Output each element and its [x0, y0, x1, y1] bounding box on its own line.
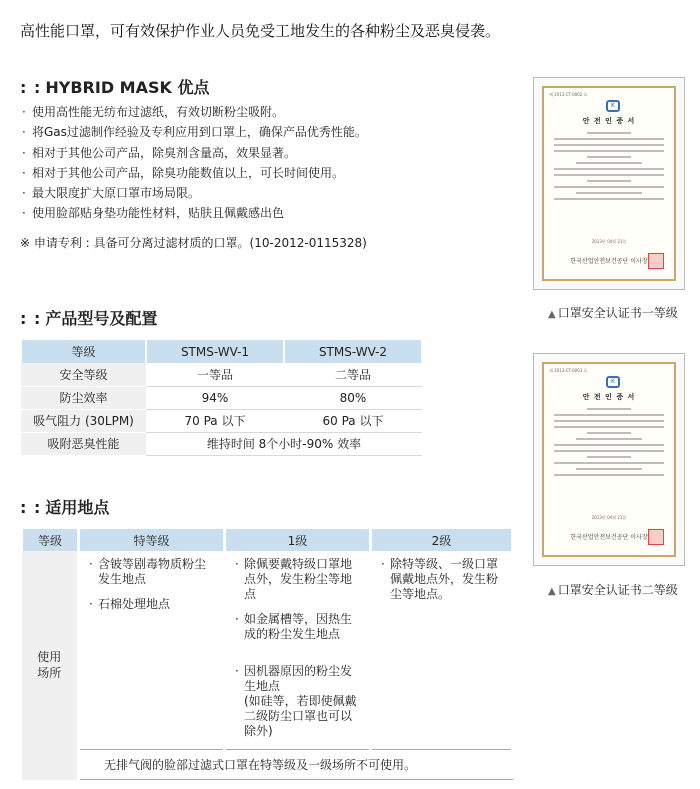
place-item: · 含铍等剧毒物质粉尘发生地点: [88, 557, 217, 587]
section-title-text: 适用地点: [45, 498, 110, 517]
certificate-org: 한국산업안전보건공단 이사장: [570, 258, 648, 265]
certificate-title: 안 전 인 증 서: [582, 393, 636, 401]
seal-stamp-icon: [648, 529, 664, 545]
feature-item: · 最大限度扩大原口罩市场局限。: [20, 183, 367, 203]
triangle-up-icon: ▲: [548, 309, 556, 320]
place-header: 特等级: [79, 529, 225, 551]
feature-item: · 相对于其他公司产品，除臭剂含量高，效果显著。: [20, 143, 367, 163]
certificate-text-lines: [554, 408, 664, 480]
spec-header: STMS-WV-2: [284, 340, 422, 363]
certificate-number: 제 2013-CT-0003 호: [549, 368, 588, 373]
place-item: · 石棉处理地点: [88, 597, 217, 612]
spec-cell-merged: 维持时间 8个小时-90% 效率: [146, 432, 422, 455]
feature-list: [20, 102, 367, 224]
spec-cell: 70 Pa 以下: [146, 409, 284, 432]
spec-row: [21, 363, 422, 386]
place-item: · 除佩要戴特级口罩地点外，发生粉尘等地点: [234, 557, 363, 602]
place-header: 2级: [371, 529, 513, 551]
certificate-text-lines: [554, 132, 664, 204]
certificate-paper: [542, 86, 676, 281]
feature-item: · 使用脸部贴身垫功能性材料，贴肤且佩戴感出色: [20, 203, 367, 223]
certificate-date: 2013년 04월 21일: [591, 239, 627, 244]
section-prefix: : :: [20, 498, 42, 517]
place-row: [22, 551, 513, 750]
place-header: 等级: [22, 529, 79, 551]
certificate-date: 2013년 04월 21일: [591, 515, 627, 520]
place-item: · 因机器原因的粉尘发生地点 (如硅等，若即使佩戴 二级防尘口罩也可以 除外): [234, 664, 363, 739]
place-note: 无排气阀的脸部过滤式口罩在特等级及一级场所不可使用。: [79, 750, 513, 780]
spec-row: [21, 432, 422, 455]
triangle-up-icon: ▲: [548, 586, 556, 597]
kcs-logo-icon: K: [606, 100, 620, 112]
section-title-hybrid: [20, 75, 209, 98]
certificate-org: 한국산업안전보건공단 이사장: [570, 534, 648, 541]
place-item: · 除特等级、一级口罩佩戴地点外，发生粉尘等地点。: [380, 557, 505, 602]
caption-text: 口罩安全认证书二等级: [557, 583, 678, 597]
kcs-logo-icon: K: [606, 376, 620, 388]
spec-row-label: 吸气阻力 (30LPM): [21, 409, 146, 432]
seal-stamp-icon: [648, 253, 664, 269]
place-table: [20, 529, 514, 780]
spec-table: [20, 340, 423, 456]
spec-cell: 94%: [146, 386, 284, 409]
section-prefix: : :: [20, 309, 42, 328]
place-item: · 如金属槽等，因热生成的粉尘发生地点: [234, 612, 363, 642]
certificate-image-2: [533, 353, 685, 566]
section-title-place: [20, 495, 109, 518]
spec-row-label: 防尘效率: [21, 386, 146, 409]
section-title-text: 产品型号及配置: [45, 309, 158, 328]
section-prefix: : :: [20, 78, 42, 97]
certificate-caption-1: [548, 304, 678, 321]
feature-item: · 使用高性能无纺布过滤纸，有效切断粉尘吸附。: [20, 102, 367, 122]
place-cell-special: [79, 551, 225, 750]
spec-row-label: 吸附恶臭性能: [21, 432, 146, 455]
feature-item: · 将Gas过滤制作经验及专利应用到口罩上，确保产品优秀性能。: [20, 122, 367, 142]
patent-note: ※ 申请专利 : 具备可分离过滤材质的口罩。(10-2012-0115328): [20, 236, 367, 250]
section-title-spec: [20, 306, 157, 329]
caption-text: 口罩安全认证书一等级: [557, 306, 678, 320]
section-title-text: HYBRID MASK 优点: [45, 78, 210, 97]
certificate-image-1: [533, 77, 685, 290]
place-cell-grade1: [225, 551, 371, 750]
spec-cell: 二等品: [284, 363, 422, 386]
place-row-label: 使用 场所: [22, 551, 79, 780]
intro-text: 高性能口罩，可有效保护作业人员免受工地发生的各种粉尘及恶臭侵袭。: [20, 22, 501, 40]
spec-header-row: [21, 340, 422, 363]
spec-header: STMS-WV-1: [146, 340, 284, 363]
feature-item: · 相对于其他公司产品，除臭功能数值以上，可长时间使用。: [20, 163, 367, 183]
spec-cell: 80%: [284, 386, 422, 409]
place-note-row: [22, 750, 513, 780]
certificate-paper: [542, 362, 676, 557]
certificate-caption-2: [548, 581, 678, 598]
place-cell-grade2: [371, 551, 513, 750]
spec-row: [21, 409, 422, 432]
place-header-row: [22, 529, 513, 551]
certificate-title: 안 전 인 증 서: [582, 117, 636, 125]
place-header: 1级: [225, 529, 371, 551]
certificate-number: 제 2013-CT-0002 호: [549, 92, 588, 97]
spec-row-label: 安全等级: [21, 363, 146, 386]
spec-cell: 60 Pa 以下: [284, 409, 422, 432]
spec-header: 等级: [21, 340, 146, 363]
spec-row: [21, 386, 422, 409]
spec-cell: 一等品: [146, 363, 284, 386]
